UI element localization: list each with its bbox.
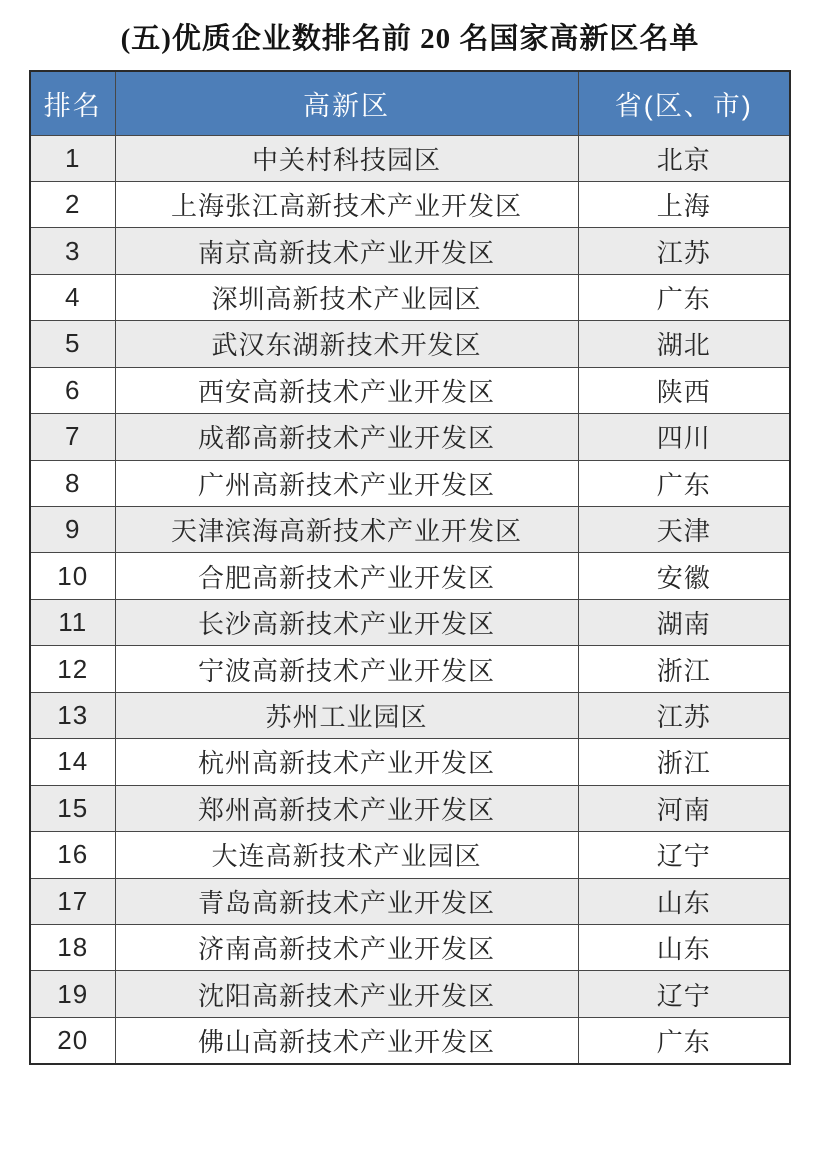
table-row [30,971,790,1017]
province-cell: 上海 [578,181,790,227]
rank-cell: 17 [30,878,115,924]
header-rank: 排名 [30,71,115,135]
page-title: (五)优质企业数排名前 20 名国家高新区名单 [120,23,700,55]
zone-cell: 郑州高新技术产业开发区 [115,785,578,831]
table-row [30,1017,790,1063]
header-row [30,71,790,135]
rank-cell: 1 [30,135,115,181]
rank-cell: 11 [30,599,115,645]
province-cell: 江苏 [578,692,790,738]
rank-cell: 2 [30,181,115,227]
table-row [30,646,790,692]
province-cell: 天津 [578,507,790,553]
province-cell: 山东 [578,878,790,924]
province-cell: 安徽 [578,553,790,599]
rank-cell: 16 [30,832,115,878]
rank-cell: 15 [30,785,115,831]
province-cell: 北京 [578,135,790,181]
zone-cell: 杭州高新技术产业开发区 [115,739,578,785]
rank-cell: 3 [30,228,115,274]
zone-cell: 中关村科技园区 [115,135,578,181]
rank-cell: 7 [30,414,115,460]
rank-cell: 5 [30,321,115,367]
province-cell: 广东 [578,1017,790,1063]
zone-cell: 深圳高新技术产业园区 [115,274,578,320]
table-row [30,878,790,924]
header-zone: 高新区 [115,71,578,135]
table-header [30,71,790,135]
header-province: 省(区、市) [578,71,790,135]
zone-cell: 广州高新技术产业开发区 [115,460,578,506]
zone-cell: 合肥高新技术产业开发区 [115,553,578,599]
province-cell: 浙江 [578,646,790,692]
zone-cell: 南京高新技术产业开发区 [115,228,578,274]
zone-cell: 宁波高新技术产业开发区 [115,646,578,692]
table-row [30,228,790,274]
zone-cell: 青岛高新技术产业开发区 [115,878,578,924]
province-cell: 河南 [578,785,790,831]
ranking-table [29,70,791,1065]
province-cell: 浙江 [578,739,790,785]
province-cell: 湖南 [578,599,790,645]
table-row [30,135,790,181]
table-body [30,135,790,1064]
province-cell: 辽宁 [578,832,790,878]
zone-cell: 天津滨海高新技术产业开发区 [115,507,578,553]
zone-cell: 沈阳高新技术产业开发区 [115,971,578,1017]
zone-cell: 武汉东湖新技术开发区 [115,321,578,367]
table-row [30,507,790,553]
zone-cell: 上海张江高新技术产业开发区 [115,181,578,227]
zone-cell: 西安高新技术产业开发区 [115,367,578,413]
table-row [30,460,790,506]
table-row [30,832,790,878]
province-cell: 陕西 [578,367,790,413]
table-row [30,739,790,785]
table-row [30,321,790,367]
table-row [30,692,790,738]
table-row [30,274,790,320]
rank-cell: 20 [30,1017,115,1063]
rank-cell: 19 [30,971,115,1017]
table-row [30,414,790,460]
table-row [30,367,790,413]
province-cell: 广东 [578,460,790,506]
zone-cell: 成都高新技术产业开发区 [115,414,578,460]
rank-cell: 12 [30,646,115,692]
table-row [30,599,790,645]
zone-cell: 长沙高新技术产业开发区 [115,599,578,645]
province-cell: 广东 [578,274,790,320]
table-row [30,785,790,831]
page [0,22,820,1065]
rank-cell: 4 [30,274,115,320]
rank-cell: 10 [30,553,115,599]
province-cell: 四川 [578,414,790,460]
table-row [30,181,790,227]
province-cell: 湖北 [578,321,790,367]
rank-cell: 8 [30,460,115,506]
province-cell: 辽宁 [578,971,790,1017]
table-row [30,553,790,599]
zone-cell: 苏州工业园区 [115,692,578,738]
zone-cell: 佛山高新技术产业开发区 [115,1017,578,1063]
rank-cell: 14 [30,739,115,785]
province-cell: 山东 [578,924,790,970]
zone-cell: 济南高新技术产业开发区 [115,924,578,970]
rank-cell: 18 [30,924,115,970]
table-row [30,924,790,970]
zone-cell: 大连高新技术产业园区 [115,832,578,878]
rank-cell: 6 [30,367,115,413]
rank-cell: 9 [30,507,115,553]
province-cell: 江苏 [578,228,790,274]
rank-cell: 13 [30,692,115,738]
